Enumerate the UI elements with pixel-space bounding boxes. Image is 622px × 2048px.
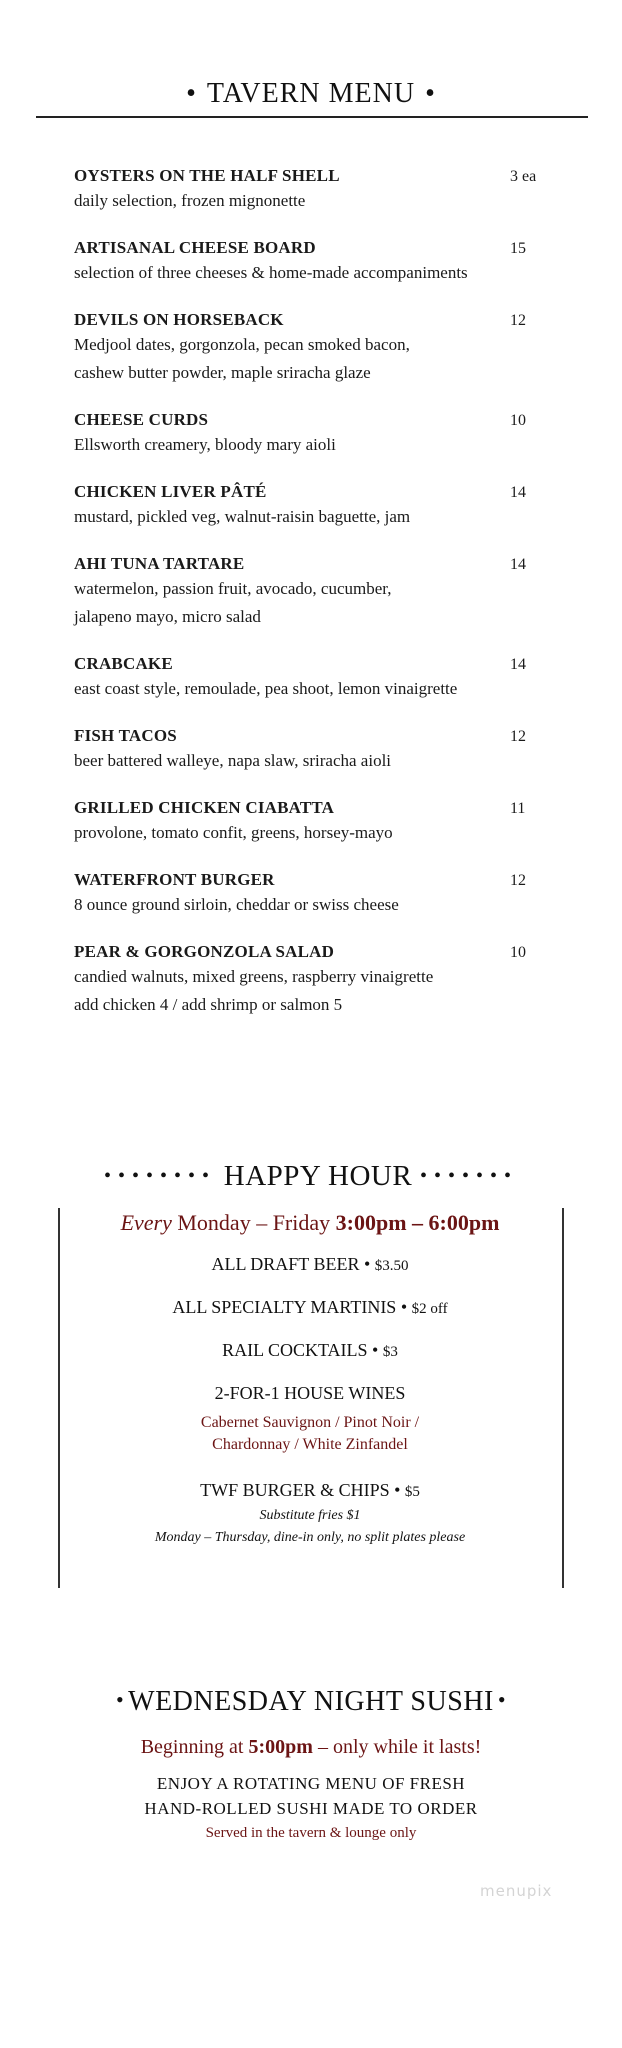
menu-item-price: 14 — [510, 656, 526, 673]
tavern-title-text: TAVERN MENU — [206, 78, 416, 109]
menu-item-name: CHICKEN LIVER PÂTÉ — [74, 482, 267, 501]
sushi-start — [0, 1736, 622, 1759]
sushi-title-text: WEDNESDAY NIGHT SUSHI — [128, 1686, 494, 1717]
menupix-watermark: menupix — [480, 1882, 553, 1900]
menu-item-price: 12 — [510, 312, 526, 329]
menu-item-name: PEAR & GORGONZOLA SALAD — [74, 942, 335, 961]
menu-item — [74, 726, 544, 774]
menu-item-name: GRILLED CHICKEN CIABATTA — [74, 798, 335, 817]
menu-item — [74, 870, 544, 918]
menu-item-description: mustard, pickled veg, walnut-raisin baguette, jam — [74, 507, 411, 526]
sushi-line: ENJOY A ROTATING MENU OF FRESH — [156, 1774, 466, 1793]
menu-item-price: 15 — [510, 240, 526, 257]
menu-item-description: daily selection, frozen mignonette — [74, 191, 306, 210]
special-rail-cocktails — [58, 1340, 562, 1361]
menu-item-header — [74, 942, 544, 962]
special-house-wines — [58, 1383, 562, 1404]
happy-hour-schedule — [58, 1210, 562, 1236]
menu-item-name: CRABCAKE — [74, 654, 173, 673]
menu-item-price: 10 — [510, 412, 526, 429]
sushi-description — [0, 1771, 622, 1821]
menu-item-header — [74, 798, 544, 818]
wine-list — [58, 1412, 562, 1456]
menu-item-price: 14 — [510, 556, 526, 573]
menu-item-description: beer battered walleye, napa slaw, sriracha aioli — [74, 751, 392, 770]
special-price: $2 off — [411, 1301, 448, 1317]
bullet-icon: • — [186, 78, 197, 109]
special-label: 2-FOR-1 HOUSE WINES — [214, 1383, 406, 1403]
menu-item — [74, 654, 544, 702]
special-burger-chips — [58, 1480, 562, 1501]
menu-item — [74, 410, 544, 458]
menu-item-header — [74, 870, 544, 890]
sushi-title — [0, 1686, 622, 1718]
menu-item-price: 3 ea — [510, 168, 537, 185]
special-label: RAIL COCKTAILS • — [222, 1340, 379, 1360]
menu-item — [74, 310, 544, 386]
menu-item-price: 14 — [510, 484, 526, 501]
menu-item-price: 11 — [510, 800, 526, 817]
menu-item — [74, 166, 544, 214]
menu-item-header — [74, 410, 544, 430]
menu-item-description: cashew butter powder, maple sriracha glaze — [74, 363, 371, 382]
tavern-menu-title — [0, 78, 622, 110]
menu-item-name: FISH TACOS — [74, 726, 177, 745]
title-divider — [36, 116, 588, 118]
special-price: $3.50 — [374, 1258, 409, 1274]
special-draft-beer — [58, 1254, 562, 1275]
happy-hour-days: Monday – Friday — [177, 1210, 331, 1235]
wine-line: Chardonnay / White Zinfandel — [212, 1436, 408, 1453]
special-label: TWF BURGER & CHIPS • — [200, 1480, 401, 1500]
menu-item-description: 8 ounce ground sirloin, cheddar or swiss cheese — [74, 895, 399, 914]
menu-item-description: candied walnuts, mixed greens, raspberry vinaigrette — [74, 967, 434, 986]
happy-hour-title — [0, 1160, 622, 1193]
menu-item-description: Medjool dates, gorgonzola, pecan smoked bacon, — [74, 335, 410, 354]
sushi-start-time: 5:00pm — [248, 1736, 313, 1758]
menu-item-name: WATERFRONT BURGER — [74, 870, 275, 889]
menu-item-header — [74, 726, 544, 746]
menu-item-description: selection of three cheeses & home-made accompaniments — [74, 263, 468, 282]
dot-leader-left: •••••••• — [104, 1165, 217, 1187]
burger-note: Monday – Thursday, dine-in only, no split plates please — [154, 1530, 466, 1545]
menu-item — [74, 238, 544, 286]
bullet-icon: • — [115, 1687, 125, 1712]
happy-hour-content — [58, 1210, 562, 1549]
menu-item-header — [74, 166, 544, 186]
wine-line: Cabernet Sauvignon / Pinot Noir / — [200, 1414, 420, 1431]
sushi-line: HAND-ROLLED SUSHI MADE TO ORDER — [144, 1799, 478, 1818]
sushi-start-prefix: Beginning at — [140, 1736, 244, 1758]
bullet-icon: • — [425, 78, 436, 109]
burger-note: Substitute fries $1 — [259, 1508, 361, 1523]
happy-hour-title-text: HAPPY HOUR — [223, 1160, 413, 1192]
special-label: ALL SPECIALTY MARTINIS • — [172, 1297, 408, 1317]
menu-item-description: jalapeno mayo, micro salad — [74, 607, 261, 626]
menu-item — [74, 798, 544, 846]
special-price: $3 — [382, 1344, 398, 1360]
sushi-start-suffix: – only while it lasts! — [317, 1736, 482, 1758]
menu-item-name: ARTISANAL CHEESE BOARD — [74, 238, 316, 257]
menu-item-header — [74, 482, 544, 502]
sushi-served-note: Served in the tavern & lounge only — [205, 1825, 417, 1841]
menu-item-name: DEVILS ON HORSEBACK — [74, 310, 284, 329]
menu-item-name: OYSTERS ON THE HALF SHELL — [74, 166, 340, 185]
special-martinis — [58, 1297, 562, 1318]
menu-item — [74, 942, 544, 1018]
menu-item-header — [74, 238, 544, 258]
dot-leader-right: ••••••• — [419, 1165, 518, 1187]
sushi-details — [0, 1736, 622, 1842]
menu-item-description: watermelon, passion fruit, avocado, cucumber, — [74, 579, 392, 598]
menu-item-price: 12 — [510, 728, 526, 745]
burger-notes — [58, 1505, 562, 1549]
menu-item — [74, 482, 544, 530]
menu-item-price: 12 — [510, 872, 526, 889]
menu-item-name: AHI TUNA TARTARE — [74, 554, 245, 573]
special-price: $5 — [404, 1484, 420, 1500]
menu-item-description: Ellsworth creamery, bloody mary aioli — [74, 435, 336, 454]
menu-item-description: east coast style, remoulade, pea shoot, lemon vinaigrette — [74, 679, 458, 698]
menu-item-header — [74, 654, 544, 674]
bullet-icon: • — [497, 1687, 507, 1712]
tavern-menu-list — [74, 166, 544, 1042]
menu-item — [74, 554, 544, 630]
menu-item-description: add chicken 4 / add shrimp or salmon 5 — [74, 995, 343, 1014]
menu-item-price: 10 — [510, 944, 526, 961]
menu-item-header — [74, 310, 544, 330]
menu-item-header — [74, 554, 544, 574]
every-label: Every — [120, 1210, 172, 1235]
menu-item-name: CHEESE CURDS — [74, 410, 209, 429]
special-label: ALL DRAFT BEER • — [211, 1254, 371, 1274]
happy-hour-time: 3:00pm – 6:00pm — [335, 1210, 500, 1235]
menu-item-description: provolone, tomato confit, greens, horsey-mayo — [74, 823, 393, 842]
